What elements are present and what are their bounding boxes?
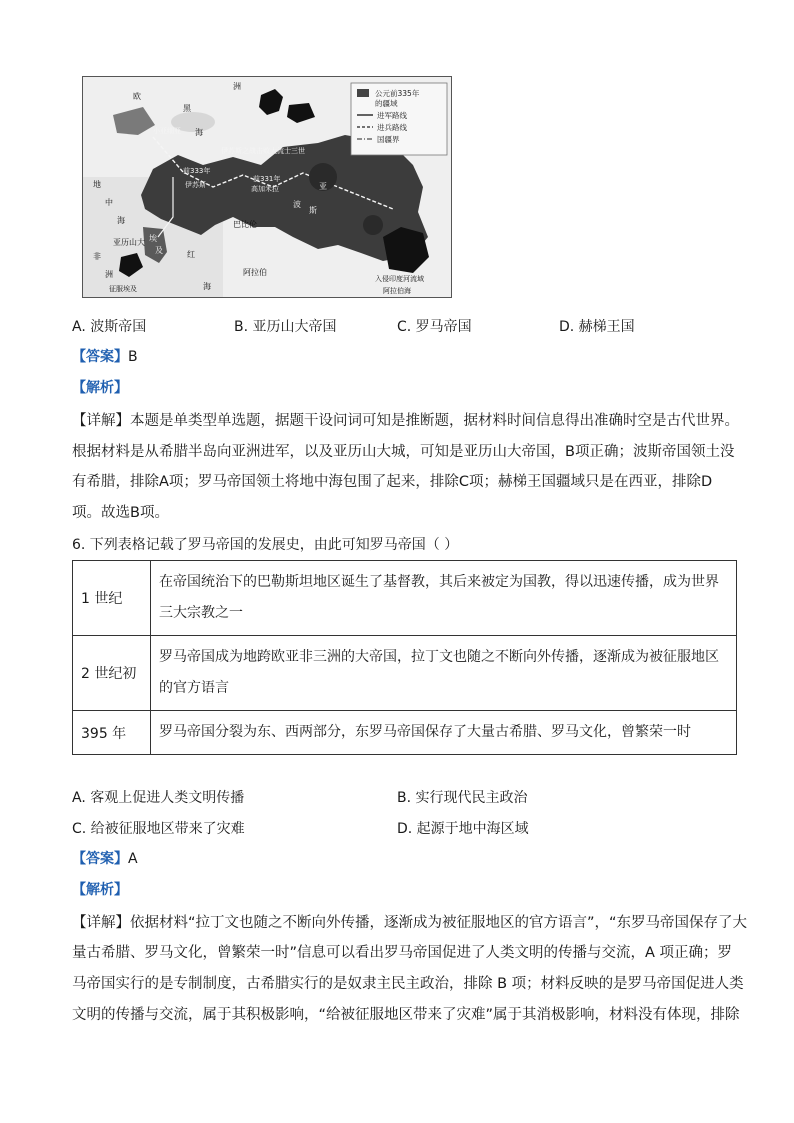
q6-detail-line-2: 量古希腊、罗马文化，曾繁荣一时”信息可以看出罗马帝国促进了人类文明的传播与交流，A 项正确；罗 <box>72 945 733 961</box>
legend-label-territory-2: 的疆域 <box>375 99 398 108</box>
q6-answer: A <box>128 851 138 867</box>
label-black-sea: 黑 <box>183 104 191 113</box>
detail-tag: 【详解】 <box>72 915 130 931</box>
q6-detail-line-4: 文明的传播与交流，属于其积极影响，“给被征服地区带来了灾难”属于其消极影响，材料没有体现，排除 <box>72 1007 740 1023</box>
map-graphic <box>83 77 451 297</box>
label-333bc: 前333年 <box>183 167 211 175</box>
q6-answer-line <box>72 849 138 869</box>
table-row <box>73 636 737 711</box>
q6-option-b: B. 实行现代民主政治 <box>397 790 528 806</box>
q6-detail-line-1 <box>72 913 747 933</box>
label-india: 入侵印度河流域 <box>375 275 424 283</box>
label-sea: 海 <box>203 282 211 291</box>
label-asia-minor: 小亚细亚 <box>153 127 181 135</box>
q5-answer-line <box>72 347 138 367</box>
answer-tag: 【答案】 <box>72 851 128 867</box>
label-331bc: 前331年 <box>253 175 281 183</box>
q6-option-d: D. 起源于地中海区域 <box>397 821 529 837</box>
table-cell-event <box>151 636 737 711</box>
q5-detail-line-4: 项。故选B项。 <box>72 505 169 521</box>
empire-map <box>82 76 452 298</box>
legend-label-border: 国疆界 <box>377 135 400 144</box>
table-cell-period: 395 年 <box>73 711 151 755</box>
q5-analysis-tag: 【解析】 <box>72 380 128 396</box>
table-cell-event <box>151 561 737 636</box>
q5-option-c: C. 罗马帝国 <box>397 319 472 335</box>
label-alexandria: 亚历山大 <box>113 238 145 247</box>
q5-detail-text-1: 本题是单类型单选题，据题干设问词可知是推断题，据材料时间信息得出准确时空是古代世界。 <box>130 413 739 429</box>
table-row <box>73 711 737 755</box>
label-arabia: 阿拉伯 <box>243 268 267 277</box>
q6-stem: 6. 下列表格记载了罗马帝国的发展史，由此可知罗马帝国（ ） <box>72 537 459 553</box>
label-egypt-2: 及 <box>155 246 163 255</box>
history-table <box>72 560 737 755</box>
q6-analysis-tag: 【解析】 <box>72 882 128 898</box>
label-babylon: 巴比伦 <box>233 220 257 229</box>
label-africa: 非 <box>93 252 101 261</box>
table-cell-event <box>151 711 737 755</box>
q5-detail-line-3: 有希腊，排除A项；罗马帝国领土将地中海包围了起来，排除C项；赫梯王国疆域只是在西亚，排除D <box>72 474 713 490</box>
q5-detail-line-1 <box>72 411 739 431</box>
table-row <box>73 561 737 636</box>
label-egypt: 埃 <box>149 234 157 243</box>
label-mediterranean-3: 海 <box>117 216 125 225</box>
label-persia-2: 斯 <box>309 206 317 215</box>
legend-label-advance: 进兵路线 <box>377 123 407 132</box>
q6-detail-line-3: 马帝国实行的是专制制度，古希腊实行的是奴隶主民主政治，排除 B 项；材料反映的是罗马帝国促进人类 <box>72 976 744 992</box>
label-arabian-sea: 阿拉伯海 <box>383 287 411 295</box>
label-mediterranean: 地 <box>93 180 101 189</box>
label-mediterranean-2: 中 <box>105 198 113 207</box>
q6-option-a: A. 客观上促进人类文明传播 <box>72 790 245 806</box>
q6-detail-text-1: 依据材料“拉丁文也随之不断向外传播，逐渐成为被征服地区的官方语言”，“东罗马帝国保存了大 <box>130 915 748 931</box>
label-egypt-capture: 征服埃及 <box>109 285 137 293</box>
event-line: 罗马帝国成为地跨欧亚非三洲的大帝国，拉丁文也随之不断向外传播，逐渐成为被征服地区 <box>159 649 719 665</box>
label-gaugamela: 高加米拉 <box>251 185 279 193</box>
event-line: 在帝国统治下的巴勒斯坦地区诞生了基督教，其后来被定为国教，得以迅速传播，成为世界 <box>159 574 719 590</box>
q5-option-a: A. 波斯帝国 <box>72 319 147 335</box>
q6-option-c: C. 给被征服地区带来了灾难 <box>72 821 245 837</box>
label-persia: 波 <box>293 200 301 209</box>
label-africa-2: 洲 <box>105 270 113 279</box>
answer-tag: 【答案】 <box>72 349 128 365</box>
event-line: 三大宗教之一 <box>159 605 243 621</box>
detail-tag: 【详解】 <box>72 413 130 429</box>
label-europe: 欧 <box>133 92 141 101</box>
event-line: 罗马帝国分裂为东、西两部分，东罗马帝国保存了大量古希腊、罗马文化，曾繁荣一时 <box>159 724 691 740</box>
label-asia: 亚 <box>319 182 327 191</box>
label-black-sea-2: 海 <box>195 128 203 137</box>
q5-answer: B <box>128 349 138 365</box>
label-issus: 伊苏斯 <box>185 181 206 189</box>
table-cell-period: 1 世纪 <box>73 561 151 636</box>
q5-detail-line-2: 根据材料是从希腊半岛向亚洲进军，以及亚历山大城，可知是亚历山大帝国，B项正确；波斯帝国领土没 <box>72 444 735 460</box>
label-red-sea: 红 <box>187 250 195 259</box>
table-cell-period: 2 世纪初 <box>73 636 151 711</box>
event-line: 的官方语言 <box>159 680 229 696</box>
label-europe-2: 洲 <box>233 82 241 91</box>
q5-option-d: D. 赫梯王国 <box>559 319 635 335</box>
q5-option-b: B. 亚历山大帝国 <box>234 319 337 335</box>
label-issus-battle: 伊苏斯之战击败大流士三世 <box>221 147 305 155</box>
legend-label-territory: 公元前335年 <box>375 89 420 98</box>
legend-label-march: 进军路线 <box>377 111 407 120</box>
